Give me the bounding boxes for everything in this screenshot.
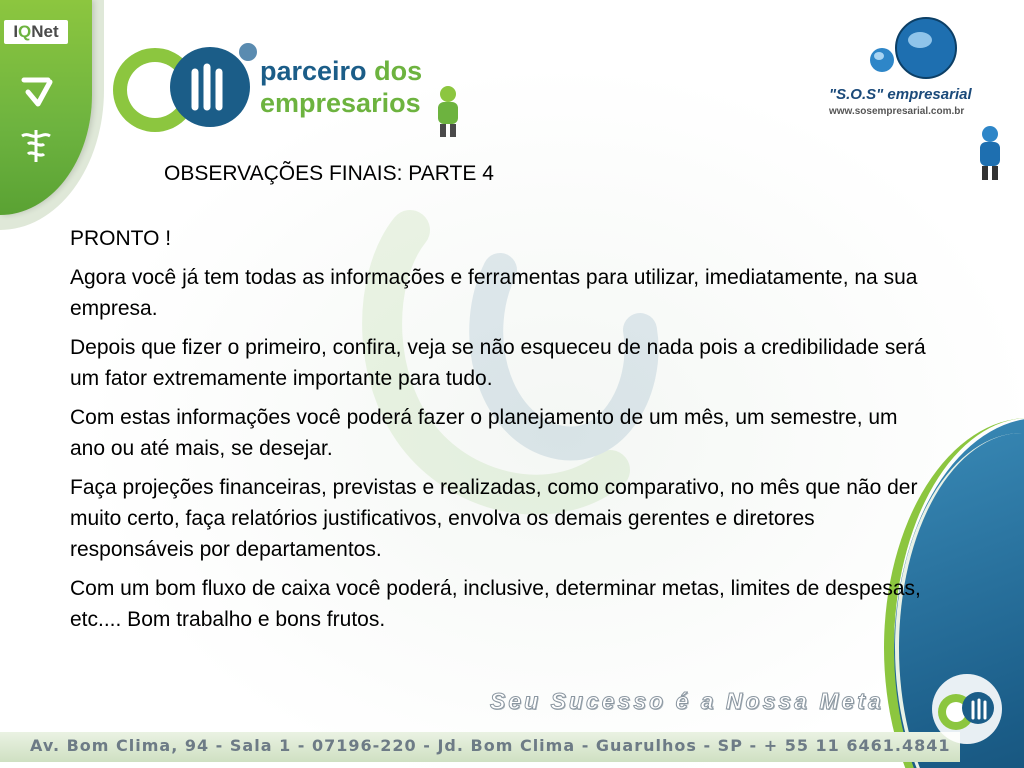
parceiro-logo (110, 32, 470, 142)
slide-title: OBSERVAÇÕES FINAIS: PARTE 4 (164, 162, 494, 185)
paragraph: Depois que fizer o primeiro, confira, veja se não esqueceu de nada pois a credibilidade será um fator extremamente importante para tudo. (70, 336, 926, 390)
caduceus-icon (18, 128, 54, 164)
paragraph: PRONTO ! (70, 227, 172, 250)
mascot-blue-icon (974, 124, 1006, 182)
paragraph: Com um bom fluxo de caixa você poderá, inclusive, determinar metas, limites de despesas, etc.... Bom trabalho e bons frutos. (70, 577, 921, 631)
mascot-icon (428, 84, 468, 139)
logo-word-empresarios: empresarios (260, 88, 421, 118)
paragraph: Agora você já tem todas as informações e ferramentas para utilizar, imediatamente, na sua empresa. (70, 266, 918, 320)
left-stripe (0, 0, 92, 215)
paragraph: Faça projeções financeiras, previstas e realizadas, como comparativo, no mês que não der muito certo, faça relatórios justificativos, envolva os demais gerentes e diretores responsáveis por departamentos. (70, 476, 918, 561)
sos-url: www.sosempresarial.com.br (829, 106, 965, 117)
sos-logo (824, 16, 1014, 186)
sos-name: "S.O.S" empresarial (829, 86, 972, 103)
hand-logo-small-icon (930, 672, 1004, 746)
globe-icon (864, 16, 964, 86)
hand-logo-icon (110, 32, 260, 142)
logo-word-parceiro: parceiro (260, 56, 367, 86)
footer-address: Av. Bom Clima, 94 - Sala 1 - 07196-220 - Jd. Bom Clima - Guarulhos - SP - + 55 11 6461.4841 (30, 736, 951, 755)
iqnet-badge: IQNet (4, 20, 68, 44)
check-arrow-icon (18, 72, 54, 108)
slide-body (70, 223, 930, 643)
slogan: Seu Sucesso é a Nossa Meta (490, 688, 884, 714)
logo-word-dos: dos (374, 56, 423, 86)
paragraph: Com estas informações você poderá fazer o planejamento de um mês, um semestre, um ano ou até mais, se desejar. (70, 406, 898, 460)
